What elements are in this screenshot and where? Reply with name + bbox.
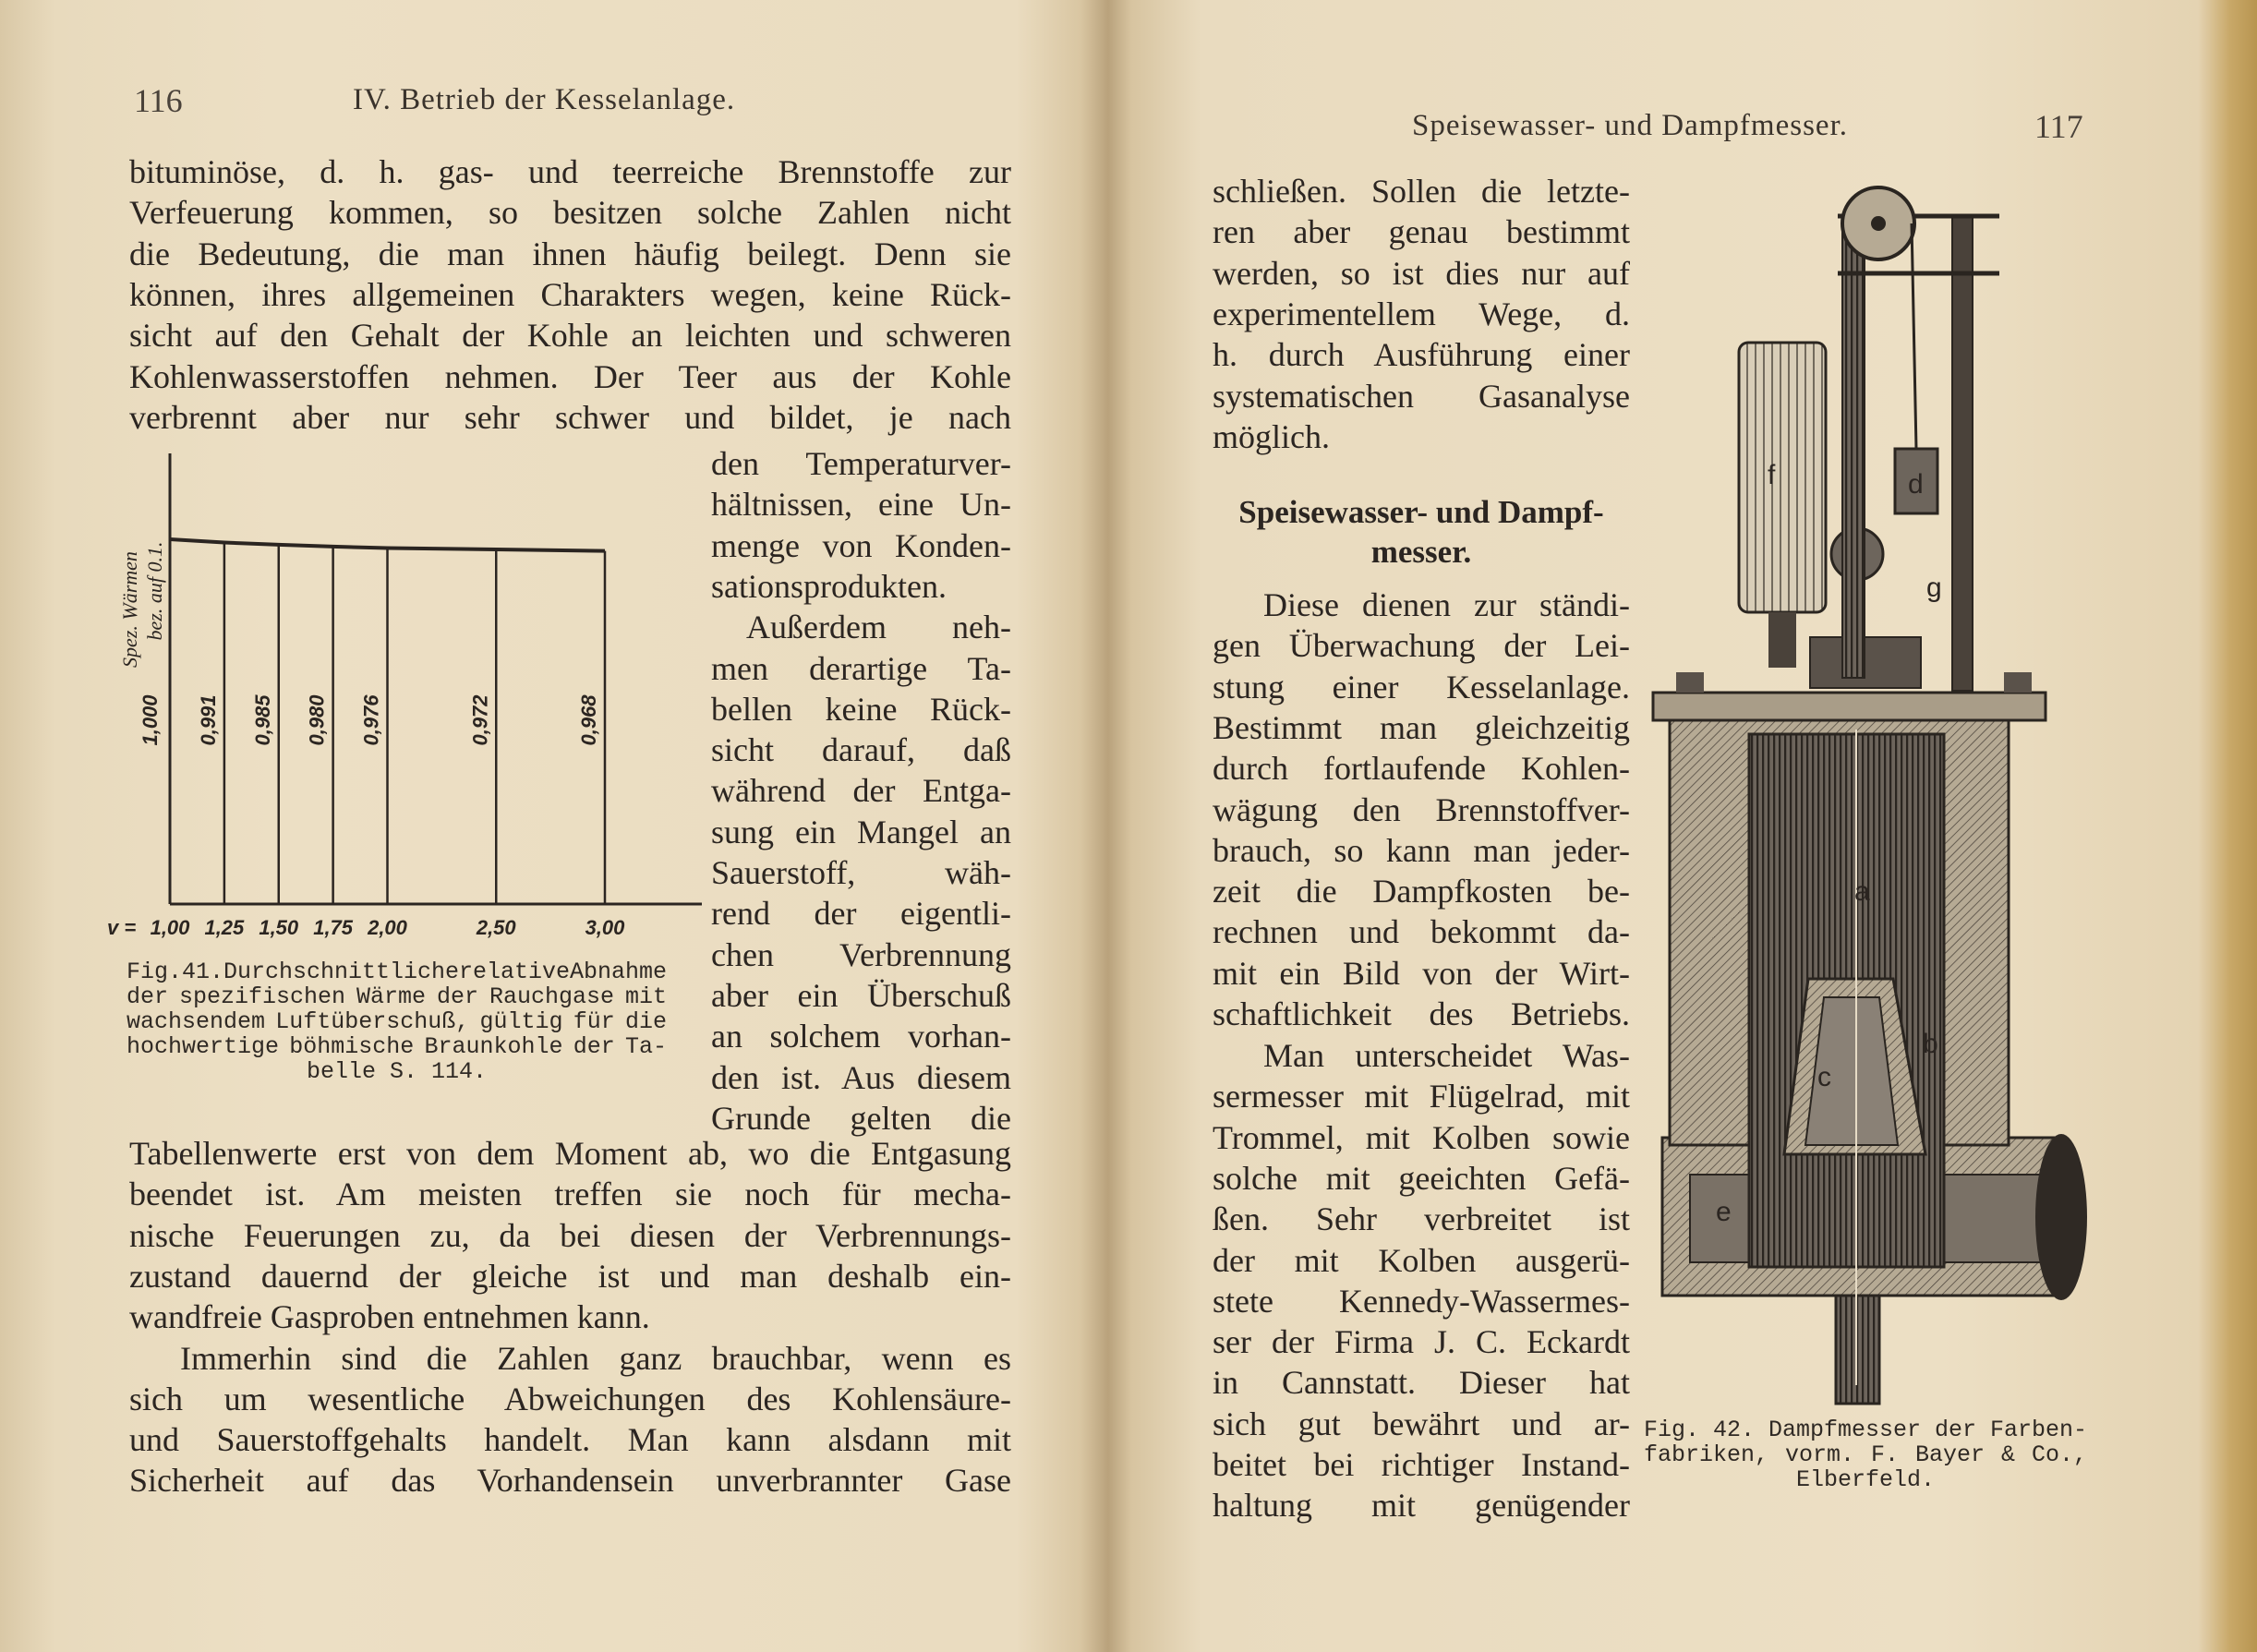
text-line: durch fortlaufende Kohlen- [1213, 750, 1630, 788]
text-line: während der Entga- [711, 772, 1011, 810]
text-line: hältnissen, eine Un- [711, 486, 1011, 524]
value-label: 1,000 [139, 694, 162, 746]
text-line: Außerdem neh- [746, 609, 1011, 646]
text-line: der mit Kolben ausgerü- [1213, 1241, 1630, 1279]
y-axis-label-line-1: Spez. Wärmen [118, 551, 141, 668]
text-line: Sicherheit auf das Vorhandensein unverbrannter Gase [129, 1462, 1011, 1500]
value-label: 0,972 [468, 694, 492, 746]
x-tick-label: 2,50 [476, 916, 516, 939]
text-line: bituminöse, d. h. gas- und teerreiche Brennstoffe zur [129, 153, 1011, 190]
text-line: Elberfeld. [1795, 1466, 1936, 1493]
label-b: b [1923, 1029, 1938, 1059]
x-tick-label: 1,00 [150, 916, 190, 939]
running-head-left: IV. Betrieb der Kesselanlage. [353, 83, 736, 116]
x-tick-label: 1,25 [204, 916, 245, 939]
text-line: wachsendem Luftüberschuß, gültig für die [127, 1008, 667, 1035]
text-line: Bestimmt man gleichzeitig [1213, 708, 1630, 746]
text-line: den Temperaturver- [711, 445, 1011, 482]
text-line: sermesser mit Flügelrad, mit [1213, 1078, 1630, 1115]
text-line: Kohlenwasserstoffen nehmen. Der Teer aus der Kohle [129, 357, 1011, 395]
y-axis-label-line-2: bez. auf 0.1. [143, 541, 166, 641]
text-line: haltung mit genügender [1213, 1487, 1630, 1525]
text-line: men derartige Ta- [711, 649, 1011, 687]
label-f: f [1768, 460, 1776, 490]
text-line: beendet ist. Am meisten treffen sie noch für mecha- [129, 1176, 1011, 1213]
running-head-right: Speisewasser- und Dampfmesser. [1412, 109, 1848, 142]
page-number-right: 117 [2034, 108, 2083, 145]
text-line: sung ein Mangel an [711, 813, 1011, 850]
value-label: 0,985 [250, 694, 274, 746]
label-d: d [1908, 469, 1924, 500]
text-line: Tabellenwerte erst von dem Moment ab, wo die Entgasung [129, 1135, 1011, 1172]
text-line: ser der Firma J. C. Eckardt [1213, 1323, 1630, 1361]
text-line: und Sauerstoffgehalts handelt. Man kann alsdann mit [129, 1421, 1011, 1459]
text-line: ren aber genau bestimmt [1213, 213, 1630, 251]
text-line: verbrennt aber nur sehr schwer und bildet, je nach [129, 398, 1011, 436]
x-tick-label: 2,00 [368, 916, 407, 939]
label-g: g [1926, 573, 1942, 603]
text-line: der spezifischen Wärme der Rauchgase mit [127, 983, 667, 1010]
text-line: solche mit geeichten Gefä- [1213, 1159, 1630, 1197]
text-line: Immerhin sind die Zahlen ganz brauchbar, wenn es [180, 1339, 1011, 1377]
label-e: e [1716, 1197, 1732, 1227]
text-line: fabriken, vorm. F. Bayer & Co., [1644, 1441, 2087, 1468]
text-line: rechnen und bekommt da- [1213, 913, 1630, 951]
steam-meter-drawing [1653, 187, 2087, 1404]
text-line: sationsprodukten. [711, 567, 947, 605]
text-line: Trommel, mit Kolben sowie [1213, 1118, 1630, 1156]
text-line: Fig. 42. Dampfmesser der Farben- [1644, 1417, 2087, 1443]
text-line: ßen. Sehr verbreitet ist [1213, 1200, 1630, 1238]
text-line: brauch, so kann man jeder- [1213, 831, 1630, 869]
page-number-left: 116 [134, 82, 183, 119]
text-line: sich um wesentliche Abweichungen des Kohlensäure- [129, 1380, 1011, 1417]
x-axis-label: v = [107, 916, 137, 939]
text-line: systematischen Gasanalyse [1213, 377, 1630, 415]
x-tick-label: 1,50 [259, 916, 299, 939]
text-line: schaftlichkeit des Betriebs. [1213, 995, 1630, 1032]
text-line: zustand dauernd der gleiche ist und man deshalb ein- [129, 1257, 1011, 1295]
text-line: sicht auf den Gehalt der Kohle an leichten und schweren [129, 317, 1011, 355]
text-line: werden, so ist dies nur auf [1213, 254, 1630, 292]
text-line: hochwertige böhmische Braunkohle der Ta- [127, 1033, 667, 1060]
section-heading-line-2: messer. [1370, 534, 1472, 570]
value-label: 0,968 [577, 694, 600, 746]
text-line: stete Kennedy-Wassermes- [1213, 1282, 1630, 1320]
x-tick-label: 1,75 [313, 916, 354, 939]
value-label: 0,976 [359, 694, 383, 746]
text-line: möglich. [1213, 417, 1330, 455]
text-line: sicht darauf, daß [711, 731, 1011, 769]
text-line: Grunde gelten die [711, 1099, 1011, 1137]
text-line: beitet bei richtiger Instand- [1213, 1446, 1630, 1483]
text-line: bellen keine Rück- [711, 690, 1011, 728]
text-line: aber ein Überschuß [711, 976, 1011, 1014]
text-line: menge von Konden- [711, 526, 1011, 564]
text-line: in Cannstatt. Dieser hat [1213, 1364, 1630, 1402]
text-line: können, ihres allgemeinen Charakters wegen, keine Rück- [129, 275, 1011, 313]
text-line: Man unterscheidet Was- [1263, 1037, 1630, 1074]
text-line: h. durch Ausführung einer [1213, 336, 1630, 374]
text-line: die Bedeutung, die man ihnen häufig beilegt. Denn sie [129, 235, 1011, 272]
text-line: chen Verbrennung [711, 935, 1011, 973]
text-line: den ist. Aus diesem [711, 1058, 1011, 1096]
value-label: 0,991 [196, 694, 220, 746]
text-line: stung einer Kesselanlage. [1213, 668, 1630, 705]
text-line: Diese dienen zur ständi- [1263, 586, 1630, 623]
text-line: experimentellem Wege, d. [1213, 295, 1630, 332]
text-line: Verfeuerung kommen, so besitzen solche Zahlen nicht [129, 194, 1011, 232]
label-a: a [1854, 876, 1870, 907]
text-line: belle S. 114. [306, 1058, 488, 1085]
text-line: nische Feuerungen zu, da bei diesen der Verbrennungs- [129, 1216, 1011, 1254]
text-line: Sauerstoff, wäh- [711, 854, 1011, 891]
text-line: Fig. 41. Durchschnittliche relative Abnahme [127, 959, 667, 985]
text-line: wägung den Brennstoffver- [1213, 790, 1630, 828]
text-line: schließen. Sollen die letzte- [1213, 173, 1630, 210]
label-c: c [1817, 1062, 1831, 1092]
text-line: gen Überwachung der Lei- [1213, 627, 1630, 665]
x-tick-label: 3,00 [585, 916, 625, 939]
section-heading-line-1: Speisewasser- und Dampf- [1238, 494, 1604, 530]
text-line: rend der eigentli- [711, 895, 1011, 933]
text-line: mit ein Bild von der Wirt- [1213, 954, 1630, 992]
text-line: zeit die Dampfkosten be- [1213, 873, 1630, 910]
text-line: sich gut bewährt und ar- [1213, 1405, 1630, 1442]
value-label: 0,980 [305, 694, 329, 746]
text-line: an solchem vorhan- [711, 1018, 1011, 1055]
text-line: wandfreie Gasproben entnehmen kann. [129, 1298, 650, 1336]
